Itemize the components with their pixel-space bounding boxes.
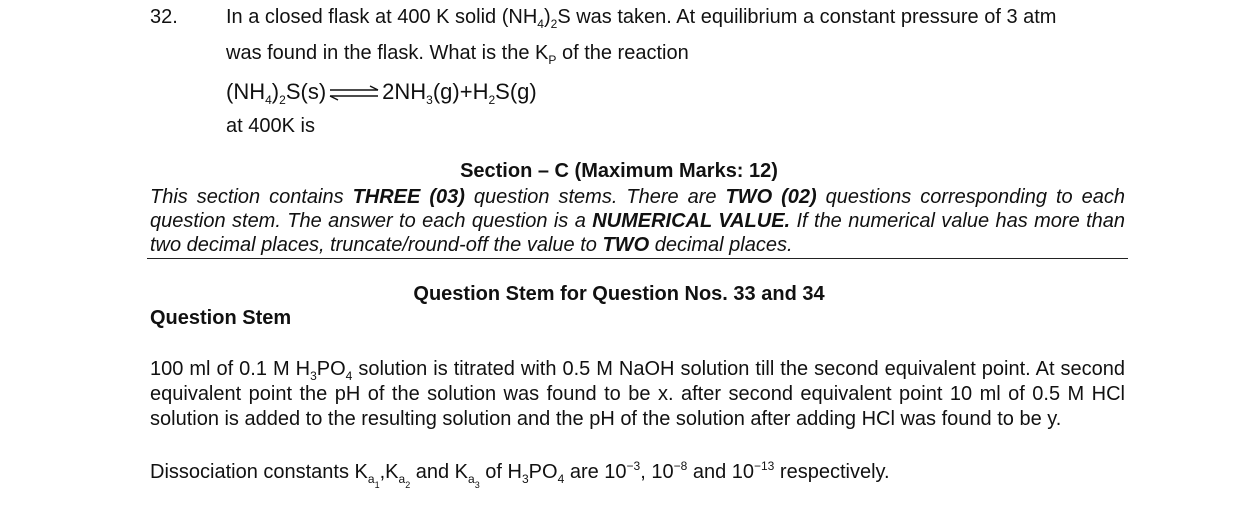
question-line-4: at 400K is <box>226 115 315 137</box>
question-stem-title: Question Stem for Question Nos. 33 and 34 <box>413 283 825 305</box>
reaction-equation: $(NH_4)_2S(s)$ $2NH_3(g)+H_2S(g)$ <box>226 79 537 107</box>
question-number: 32. <box>150 6 178 28</box>
section-title: Section – C (Maximum Marks: 12) <box>460 160 778 182</box>
equilibrium-arrow-icon <box>328 85 380 101</box>
section-instructions: This section contains THREE (03) question stems. There are TWO (02) questions corresponding to each question stem. The answer to each question is a NUMERICAL VALUE. If the numerical value has more than two decimal places, truncate/round-off the value to TWO decimal places. <box>150 186 1126 256</box>
dissociation-constants-line: Dissociation constants $K_{a_1},K_{a_2}$ and $K_{a_3}$ of $H_3PO_4$ are $10^{-3}$, $10^{-8}$ and $10^{-13}$ respectively. <box>150 459 890 490</box>
compound-ammonium-sulfide: $(NH_4)_2S$ <box>501 6 571 31</box>
section-divider <box>147 258 1128 259</box>
question-stem-paragraph: 100 ml of 0.1 M $H_3PO_4$ solution is titrated with 0.5 M NaOH solution till the second equivalent point. At second equivalent point the pH of the solution was found to be x. after second equivalent point 10 ml of 0.5 M HCl solution is added to the resulting solution and the pH of the solution after adding HCl was found to be y. <box>150 358 1126 430</box>
question-line-2: was found in the flask. What is the $K_P$ of the reaction <box>226 42 689 67</box>
question-line-1: In a closed flask at 400 K solid $(NH_4)_2S$ was taken. At equilibrium a constant pressure of 3 atm <box>226 6 1057 31</box>
question-stem-label: Question Stem <box>150 307 292 329</box>
